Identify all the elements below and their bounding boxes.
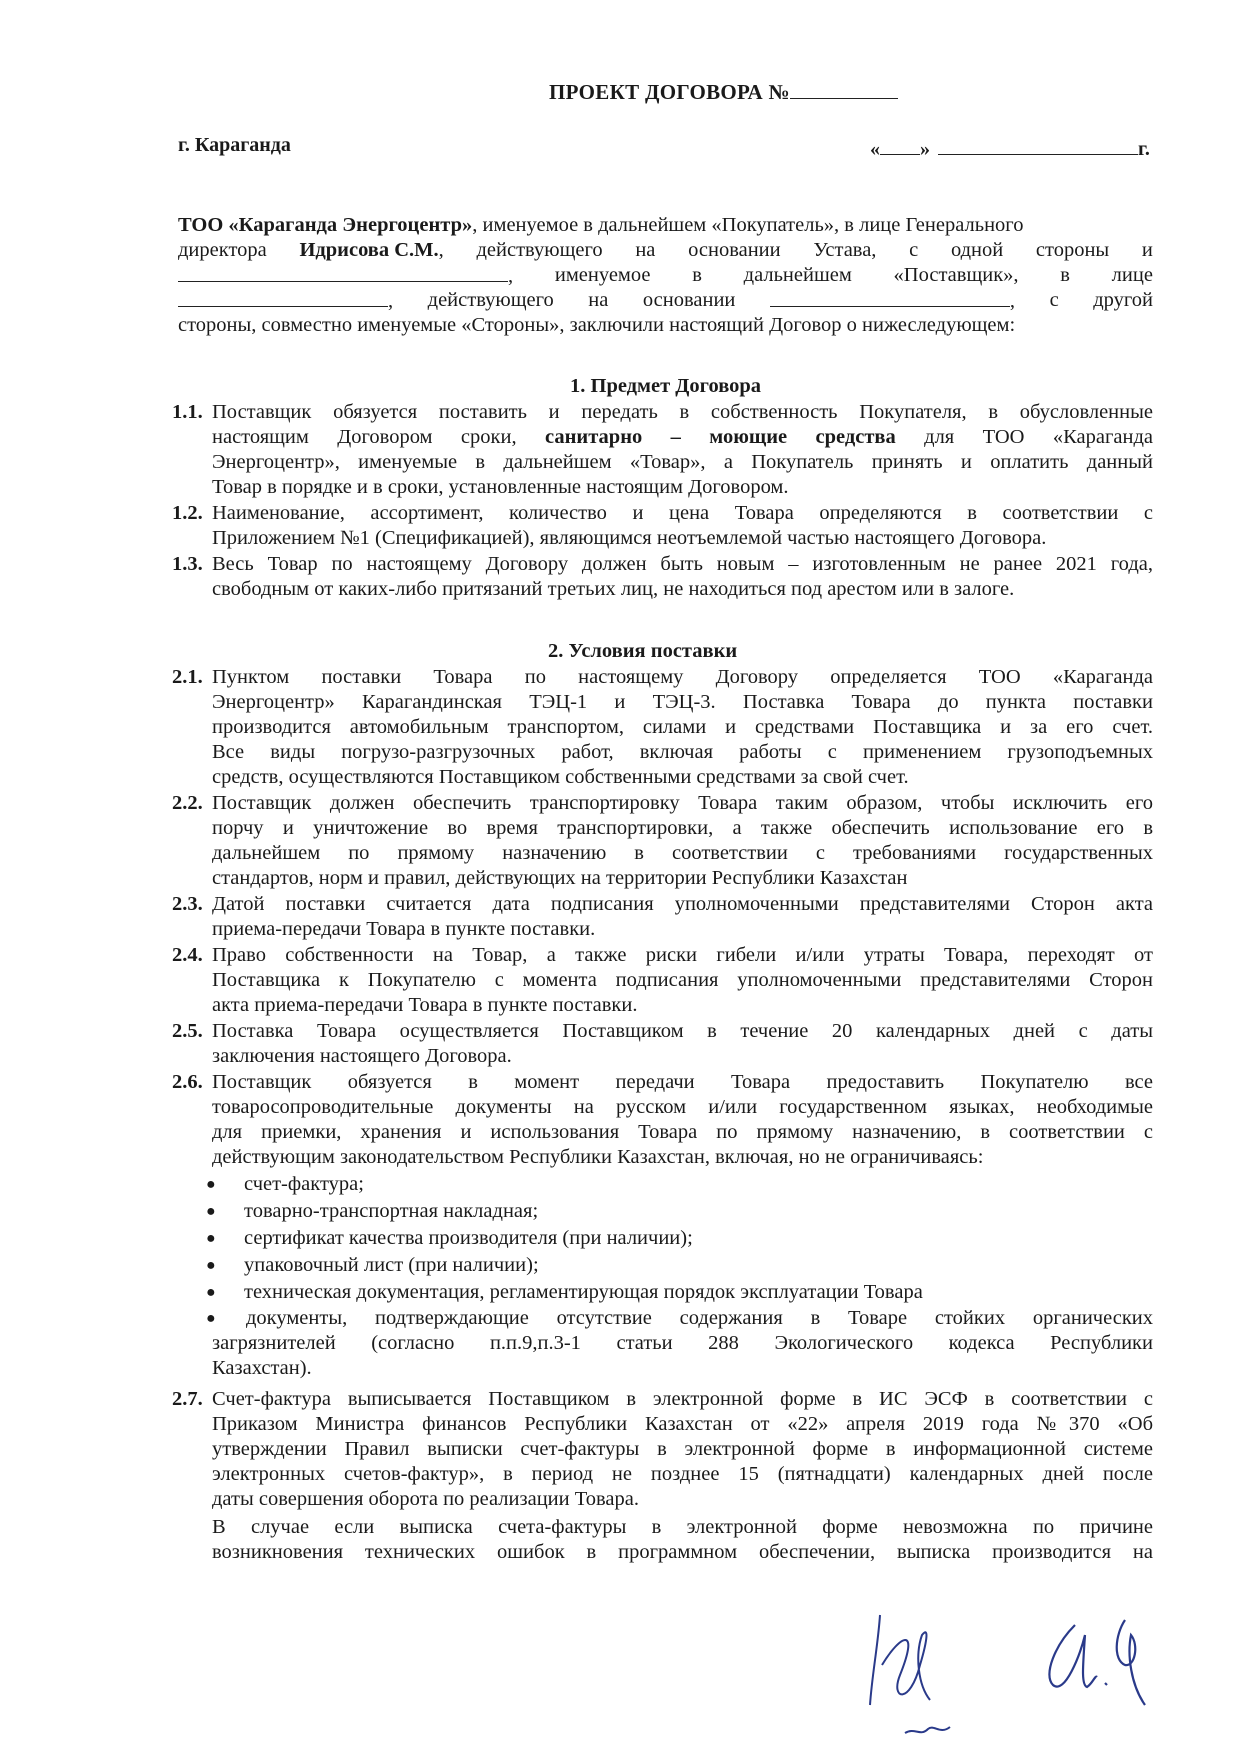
clause-number: 2.1. [172,666,203,688]
preamble-word: на [588,289,609,311]
clause-text [212,943,1153,1018]
signature-right [1035,1605,1165,1715]
document-list-item [172,1198,1153,1225]
clause-line: стандартов, норм и правил, действующих на территории Республики Казахстан [212,867,908,889]
clause-line: возникновения технических ошибок в программном обеспечении, выписка производится на [212,1541,1153,1563]
date-field [870,138,1150,161]
clause-line: Товар в порядке и в сроки, установленные настоящим Договором. [212,476,789,498]
bullet-icon: ● [206,1310,216,1327]
bullet-icon: ● [206,1176,216,1193]
clause-line: свободным от каких-либо притязаний третьих лиц, не находиться под арестом или в залоге. [212,578,1015,600]
preamble-line [178,313,1153,338]
preamble-word: с [1049,289,1059,311]
preamble-word: «Поставщик», [893,264,1019,286]
director-name-text: Идрисова С.М. [299,239,439,261]
signature-left [860,1605,970,1745]
document-title [549,80,898,105]
document-list-item [172,1279,1153,1306]
list-item-text [212,1306,1153,1381]
preamble-word: , [1009,290,1016,312]
clause-number: 2.6. [172,1071,203,1093]
list-item-text: техническая документация, регламентирующая порядок эксплуатации Товара [244,1281,923,1303]
clause-item [172,1070,1153,1170]
basis-blank [770,288,1010,307]
preamble [178,213,1153,338]
month-year-blank [938,138,1138,155]
buyer-name: ТОО «Караганда Энергоцентр» [178,214,473,236]
preamble-word: действующего [476,239,603,261]
day-blank [880,138,920,155]
clause-line: Счет-фактура выписывается Поставщиком в электронной форме в ИС ЭСФ в соответствии с [212,1388,1153,1410]
date-quote-open: « [870,138,880,160]
preamble-word: стороны [1035,239,1110,261]
clause-line: Поставщика к Покупателю с момента подписания уполномоченными представителями Сторон [212,969,1153,991]
preamble-line [178,263,1153,288]
clause-line: Пунктом поставки Товара по настоящему Договору определяется ТОО «Караганда [212,666,1153,688]
clause-number: 1.2. [172,502,203,524]
bullet-icon: ● [206,1257,216,1274]
document-list-item [172,1252,1153,1279]
clause-line: Датой поставки считается дата подписания уполномоченными представителями Сторон акта [212,893,1153,915]
basis-field [770,288,1015,313]
clause-line: производится автомобильным транспортом, силами и средствами Поставщика и за его счет. [212,716,1153,738]
clause-line: средств, осуществляются Поставщиком собственными средствами за свой счет. [212,766,909,788]
preamble-word: , [508,265,514,287]
clause-item [172,665,1153,790]
clause-text [212,892,1153,942]
emphasized-text: санитарно – моющие средства [545,426,896,448]
clause-item [172,501,1153,551]
preamble-word: в [1060,264,1070,286]
preamble-word: , [388,290,394,312]
clause-item [172,1387,1153,1512]
clause-line: приема-передачи Товара в пункте поставки. [212,918,596,940]
clause-item [172,1019,1153,1069]
preamble-text: , именуемое в дальнейшем «Покупатель», в лице Генерального [472,214,1024,236]
document-list-item [172,1171,1153,1198]
preamble-word: лице [1111,264,1153,286]
preamble-line [178,238,1153,263]
clause-item [172,892,1153,942]
clause-line: В случае если выписка счета-фактуры в электронной форме невозможна по причине [212,1516,1153,1538]
preamble-word: с [909,239,919,261]
supplier-name-field [178,263,513,288]
clause-text-segment: для ТОО «Караганда [895,426,1153,448]
clause-line: Поставщик обязуется в момент передачи Товара предоставить Покупателю все [212,1071,1153,1093]
list-item-line: Казахстан). [212,1357,312,1379]
clause-text [212,665,1153,790]
clause-line: действующим законодательством Республики Казахстан, включая, но не ограничиваясь: [212,1146,984,1168]
preamble-word: действующего [427,289,554,311]
representative-field [178,288,393,313]
title-text: ПРОЕКТ ДОГОВОРА № [549,80,790,104]
clause-item [172,400,1153,500]
preamble-word: и [1141,239,1153,261]
clause-number: 2.5. [172,1020,203,1042]
clause-text [212,501,1153,551]
preamble-line [178,288,1153,313]
clause-item [172,943,1153,1018]
section-2-heading: 2. Условия поставки [548,640,738,662]
city-label: г. Караганда [178,134,291,156]
clause-item [172,552,1153,602]
clause-line: дальнейшем по прямому назначению в соответствии с требованиями государственных [212,842,1153,864]
section-2-body [172,665,1153,1565]
clause-number: 1.1. [172,401,203,423]
clause-line: Весь Товар по настоящему Договору должен быть новым – изготовленным не ранее 2021 года, [212,553,1153,575]
clause-line: Приложением №1 (Спецификацией), являющимся неотъемлемой частью настоящего Договора. [212,527,1047,549]
clause-line: Право собственности на Товар, а также риски гибели и/или утраты Товара, переходят от [212,944,1153,966]
clause-line: даты совершения оборота по реализации Товара. [212,1488,639,1510]
year-suffix: г. [1138,138,1150,160]
clause-line: Поставщик должен обеспечить транспортировку Товара таким образом, чтобы исключить его [212,792,1153,814]
clause-line: для приемки, хранения и использования Товара по прямому назначению, в соответствии с [212,1121,1153,1143]
clause-number: 2.2. [172,792,203,814]
section-1-body [172,400,1153,603]
clause-line [212,425,1153,450]
clause-line: Поставка Товара осуществляется Поставщиком в течение 20 календарных дней с даты [212,1020,1153,1042]
clause-line: Приказом Министра финансов Республики Казахстан от «22» апреля 2019 года №370 «Об [212,1413,1153,1435]
list-item-text: счет-фактура; [244,1173,364,1195]
clause-line: электронных счетов-фактур», в период не позднее 15 (пятнадцати) календарных дней после [212,1463,1153,1485]
clause-line: Энергоцентр», именуемые в дальнейшем «Товар», а Покупатель принять и оплатить данный [212,451,1153,473]
director-name [299,238,443,263]
preamble-word: другой [1093,289,1153,311]
supplier-name-blank [178,263,508,282]
preamble-word: директора [178,239,267,261]
clause-text [212,1070,1153,1170]
clause-text-segment: настоящим Договором сроки, [212,426,545,448]
preamble-word: дальнейшем [743,264,852,286]
preamble-line [178,213,1153,238]
clause-text [212,400,1153,500]
preamble-word: , [438,239,444,261]
clause-line: Энергоцентр» Карагандинская ТЭЦ-1 и ТЭЦ-3. Поставка Товара до пункта поставки [212,691,1153,713]
clause-item [172,791,1153,891]
preamble-text: стороны, совместно именуемые «Стороны», заключили настоящий Договор о нижеследующем: [178,314,1016,336]
contract-number-blank [790,80,898,99]
bullet-icon: ● [206,1284,216,1301]
clause-number: 2.7. [172,1388,203,1410]
preamble-word: в [692,264,702,286]
document-list-item [172,1306,1153,1381]
representative-blank [178,288,388,307]
clause-number: 2.3. [172,893,203,915]
clause-line: Поставщик обязуется поставить и передать в собственность Покупателя, в обусловленные [212,401,1153,423]
preamble-word: основании [688,239,781,261]
preamble-word: именуемое [554,264,651,286]
bullet-icon: ● [206,1203,216,1220]
list-item-text: упаковочный лист (при наличии); [244,1254,539,1276]
clause-text [212,1515,1153,1565]
clause-line: утверждении Правил выписки счет-фактуры в электронной форме в информационной системе [212,1438,1153,1460]
preamble-word: Устава, [813,239,877,261]
preamble-word: одной [950,239,1004,261]
clause-line: акта приема-передачи Товара в пункте поставки. [212,994,638,1016]
clause-line: заключения настоящего Договора. [212,1045,512,1067]
preamble-word: на [635,239,656,261]
preamble-word: основании [642,289,736,311]
clause-text [212,552,1153,602]
clause-line: Все виды погрузо-разгрузочных работ, включая работы с применением грузоподъемных [212,741,1153,763]
document-list-item [172,1225,1153,1252]
section-1-heading: 1. Предмет Договора [570,375,762,397]
clause-number: 2.4. [172,944,203,966]
clause-text [212,791,1153,891]
clause-text [212,1387,1153,1512]
list-item-text: сертификат качества производителя (при наличии); [244,1227,693,1249]
clause-text [212,1019,1153,1069]
date-quote-close: » [920,138,930,160]
bullet-icon: ● [206,1230,216,1247]
list-item-text: товарно-транспортная накладная; [244,1200,539,1222]
list-item-line: загрязнителей (согласно п.п.9,п.3-1 статьи 288 Экологического кодекса Республики [212,1332,1153,1354]
list-item-line: документы, подтверждающие отсутствие содержания в Товаре стойких органических [246,1307,1153,1329]
clause-number: 1.3. [172,553,203,575]
clause-line: Наименование, ассортимент, количество и цена Товара определяются в соответствии с [212,502,1153,524]
clause-line: товаросопроводительные документы на русском и/или государственном языках, необходимые [212,1096,1153,1118]
clause-line: порчу и уничтожение во время транспортировки, а также обеспечить использование его в [212,817,1153,839]
clause-paragraph [172,1515,1153,1565]
